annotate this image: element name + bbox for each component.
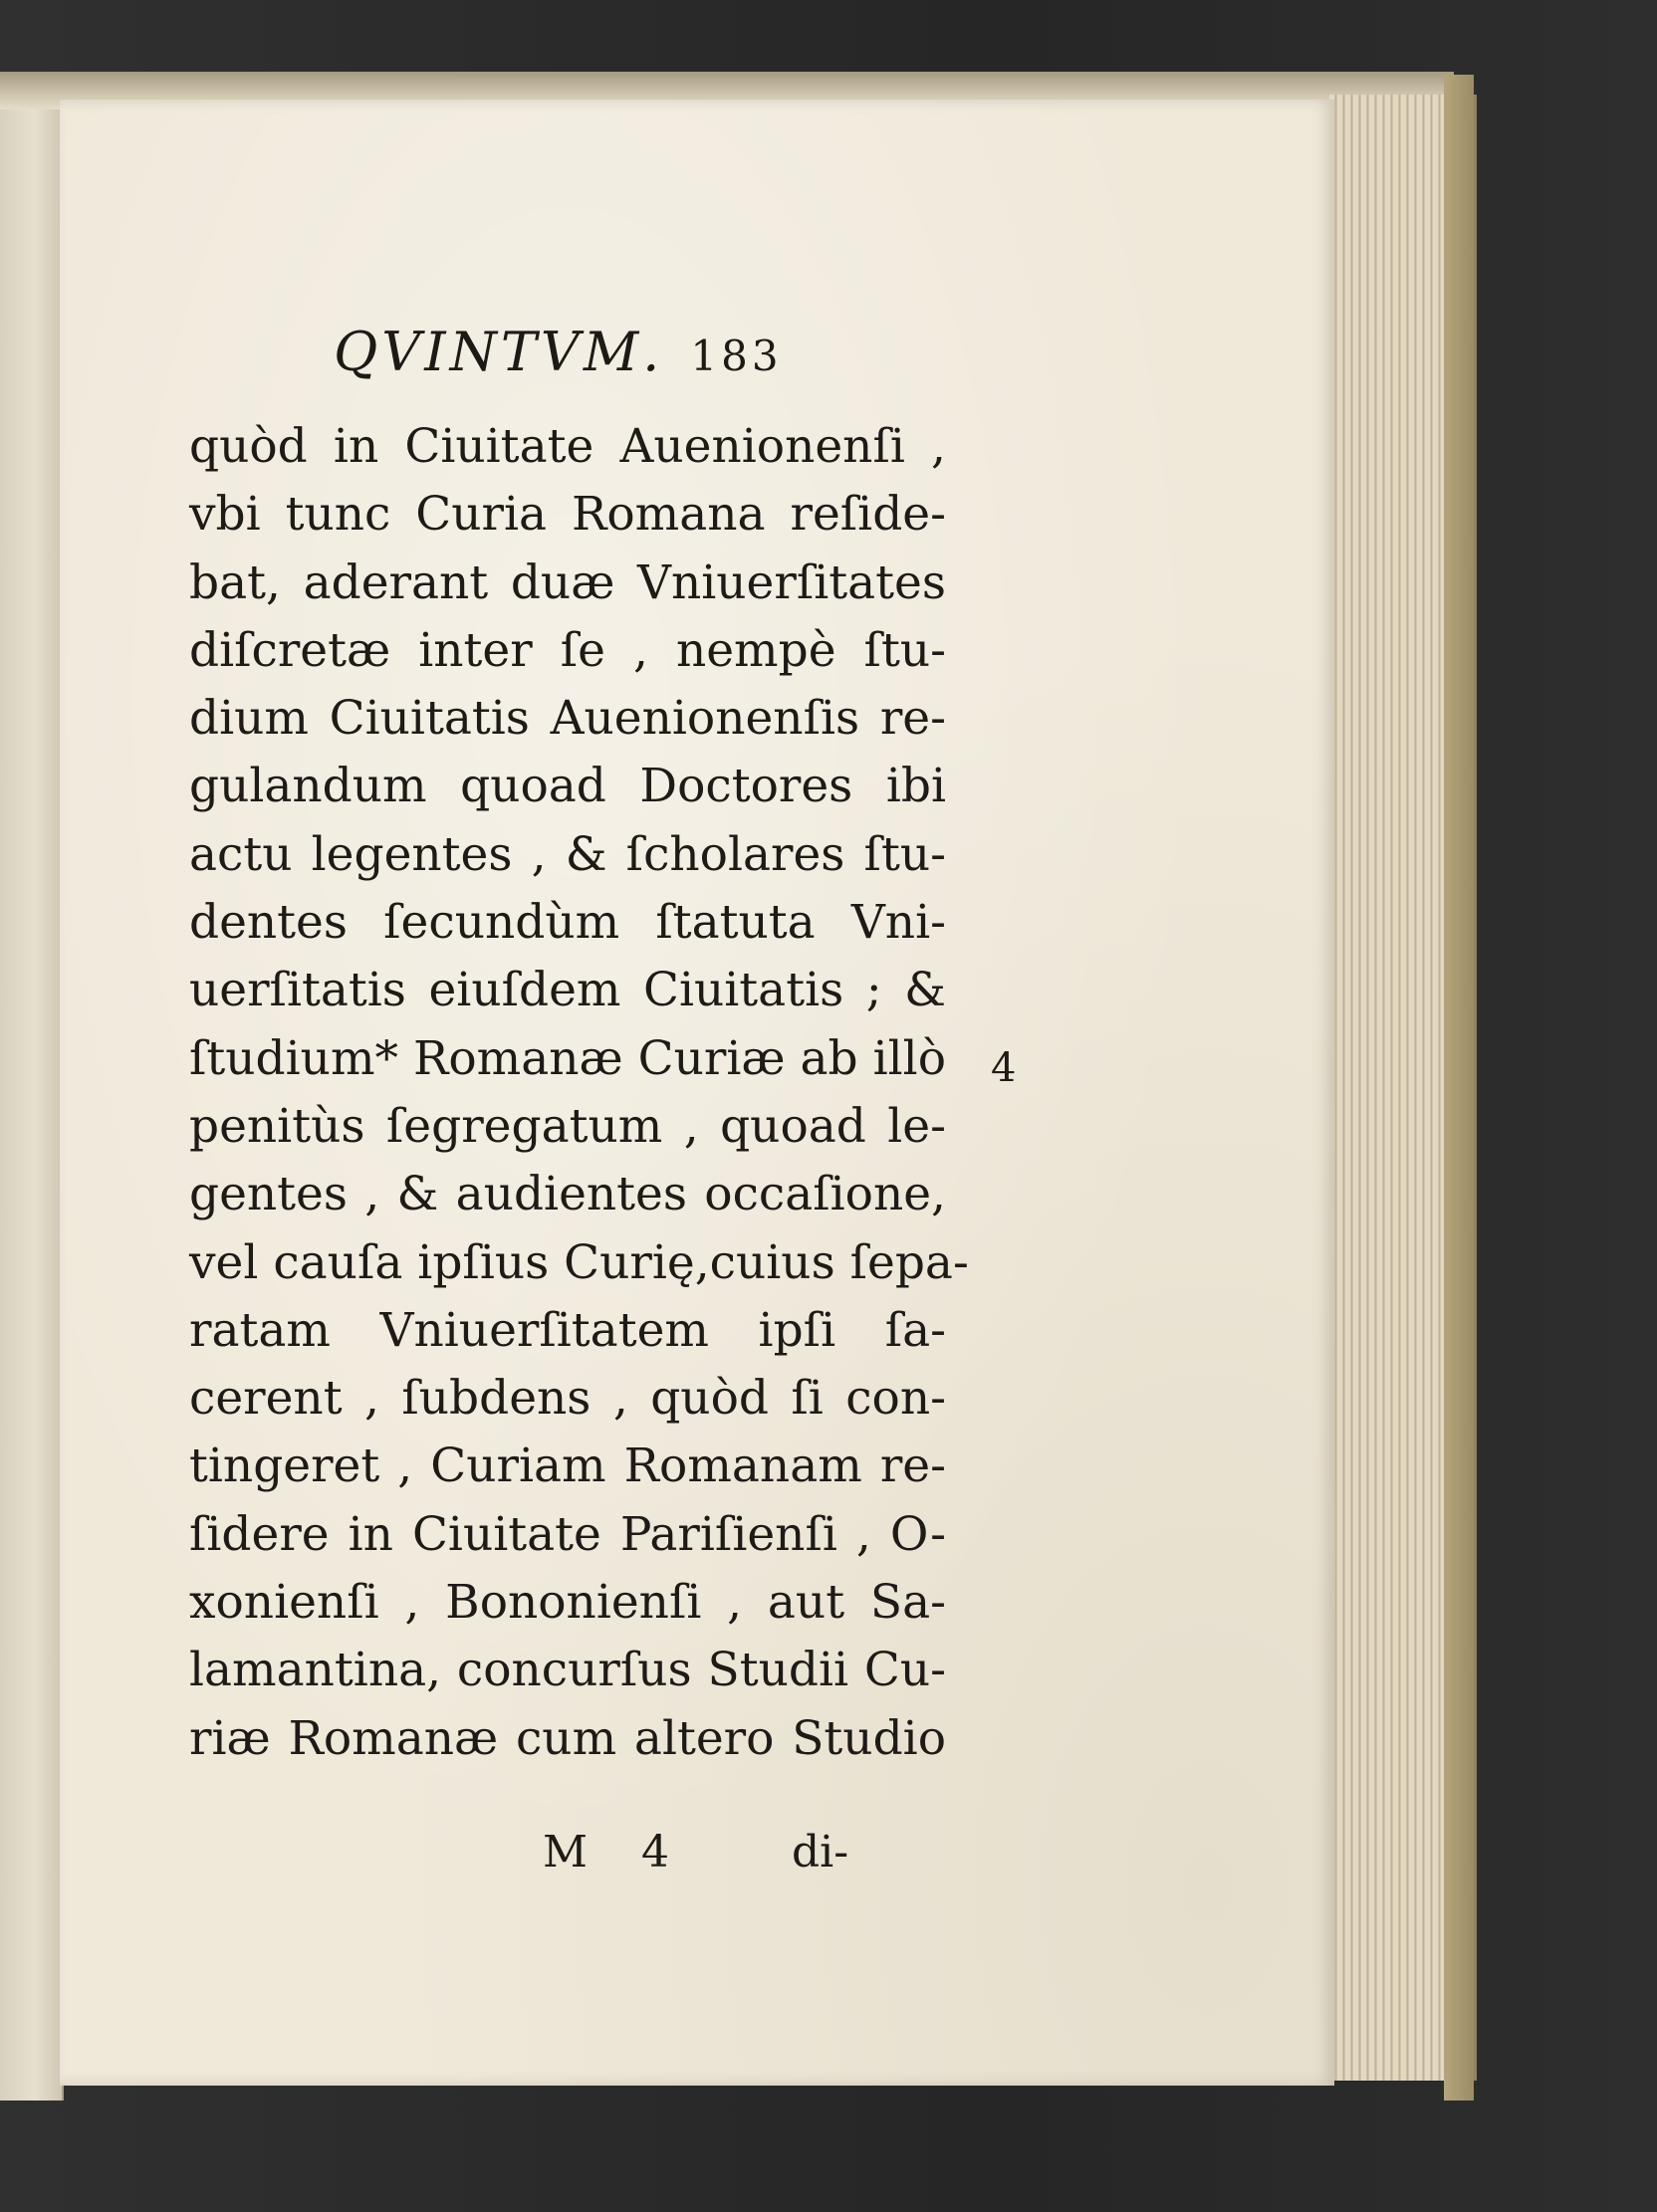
text-line: dium Ciuitatis Auenionenſis re- [189, 691, 946, 747]
header-title: QVINTVM. [334, 321, 664, 383]
text-line: cerent , ſubdens , quòd ſi con- [189, 1371, 946, 1427]
text-line: uerſitatis eiuſdem Ciuitatis ; & [189, 963, 946, 1018]
text-line: gentes , & audientes occaſione, [189, 1167, 946, 1222]
text-line: bat, aderant duæ Vniuerſitates [189, 554, 946, 610]
text-line: actu legentes , & ſcholares ſtu- [189, 826, 946, 882]
page-number: 183 [690, 332, 783, 380]
book-cover-edge [1444, 75, 1474, 2101]
text-line: penitùs ſegregatum , quoad le- [189, 1098, 946, 1154]
text-line: lamantina, concurſus Studii Cu- [189, 1643, 946, 1698]
book-page [60, 100, 1334, 2086]
text-line: ratam Vniuerſitatem ipſi ſa- [189, 1302, 946, 1358]
text-line: vbi tunc Curia Romana reſide- [189, 487, 946, 543]
text-line: dentes ſecundùm ſtatuta Vni- [189, 895, 946, 951]
facing-page-edge [0, 110, 64, 2101]
body-text [189, 413, 969, 1773]
text-line: riæ Romanæ cum altero Studio [189, 1710, 946, 1766]
text-line: ſtudium* Romanæ Curiæ ab illò [189, 1030, 946, 1086]
catchword: di- [792, 1827, 849, 1878]
text-line: gulandum quoad Doctores ibi [189, 759, 946, 814]
text-line: ſidere in Ciuitate Pariſienſi , O- [189, 1506, 946, 1562]
text-line: tingeret , Curiam Romanam re- [189, 1438, 946, 1494]
margin-note: 4 [991, 1045, 1017, 1091]
signature-mark: M 4 [543, 1827, 690, 1878]
text-line: quòd in Ciuitate Auenionenſi , [189, 419, 946, 474]
text-line: vel cauſa ipſius Curię,cuius ſepa- [189, 1234, 969, 1290]
running-header [334, 321, 1031, 400]
text-line: xonienſi , Bononienſi , aut Sa- [189, 1575, 946, 1631]
text-line: diſcretæ inter ſe , nempè ſtu- [189, 622, 946, 678]
